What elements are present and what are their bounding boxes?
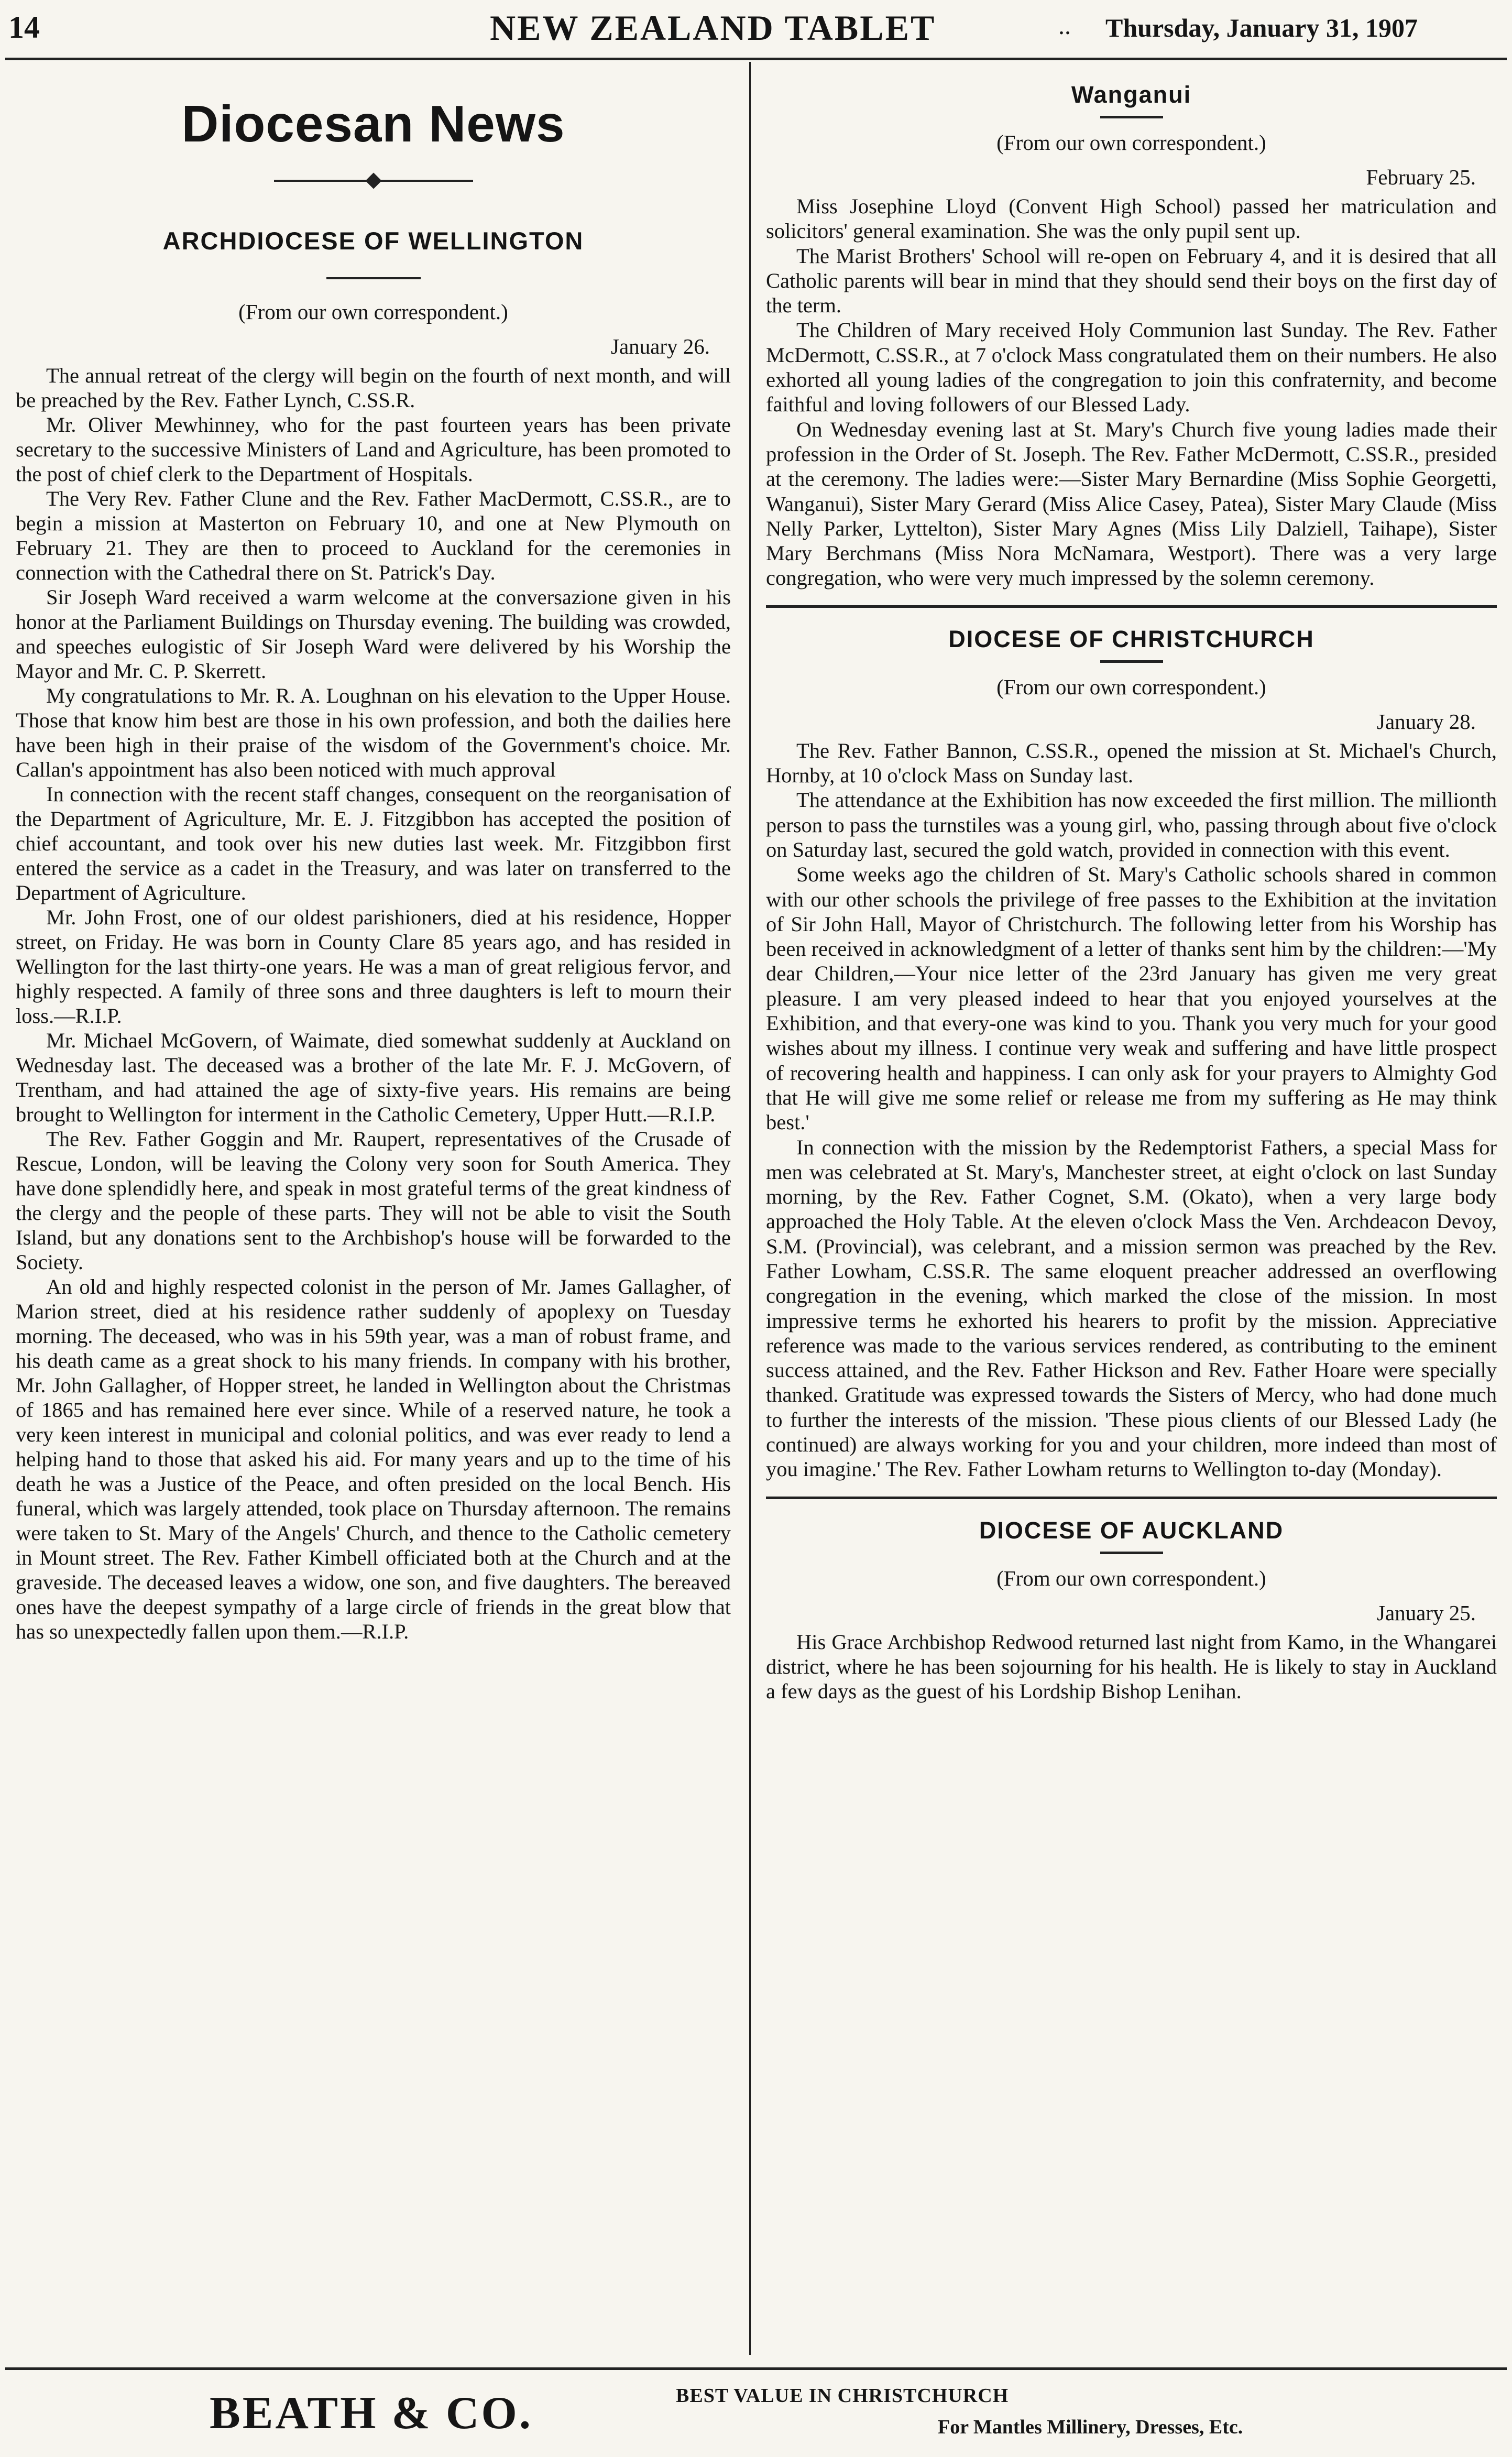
paragraph: Mr. Oliver Mewhinney, who for the past fourteen years has been private secretary to the successive Ministers of Land and Agriculture, has been promoted to the post of chief clerk to the Department of Hospitals. bbox=[16, 413, 731, 486]
paragraph: On Wednesday evening last at St. Mary's Church five young ladies made their profession in the Order of St. Joseph. The Rev. Father McDermott, C.SS.R., presided at the ceremony. The ladies were:—Sister Mary Bernardine (Miss Sophie Georgetti, Wanganui), Sister Mary Gerard (Miss Alice Casey, Patea), Sister Mary Claude (Miss Nelly Parker, Lyttelton), Sister Mary Agnes (Miss Lily Dalziell, Taihape), Sister Mary Berchmans (Miss Nora McNamara, Westport). There was a very large congregation, who were very much impressed by the solemn ceremony. bbox=[766, 417, 1497, 590]
paragraph: My congratulations to Mr. R. A. Loughnan on his elevation to the Upper House. Those that know him best are those in his own profession, and both the dailies here have been high in their praise of the wisdom of the Government's choice. Mr. Callan's appointment has also been noticed with much approval bbox=[16, 684, 731, 781]
heading-bar bbox=[1100, 660, 1163, 663]
section-rule bbox=[766, 1497, 1497, 1499]
dateline: January 25. bbox=[1376, 1600, 1476, 1625]
section-heading-wellington: ARCHDIOCESE OF WELLINGTON bbox=[162, 227, 584, 255]
advert-tagline: BEST VALUE IN CHRISTCHURCH bbox=[676, 2385, 1009, 2407]
top-rule bbox=[5, 58, 1507, 60]
paragraph: His Grace Archbishop Redwood returned last night from Kamo, in the Whangarei district, where he has been sojourning for his health. He is likely to stay in Auckland a few days as the guest of his Lordship Bishop Lenihan. bbox=[766, 1630, 1497, 1703]
paragraph: An old and highly respected colonist in the person of Mr. James Gallagher, of Marion street, died at his residence rather suddenly of apoplexy on Tuesday morning. The deceased, who was in his 59th year, was a man of robust frame, and his death came as a great shock to his many friends. In company with his brother, Mr. John Gallagher, of Hopper street, he landed in Wellington about the Christmas of 1865 and has remained here ever since. While of a reserved nature, he took a very keen interest in municipal and colonial politics, and was ever ready to lend a helping hand to those that asked his aid. For many years and up to the time of his death he was a Justice of the Peace, and often presided on the local Bench. His funeral, which was largely attended, took place on Thursday afternoon. The remains were taken to St. Mary of the Angels' Church, and thence to the Catholic cemetery in Mount street. The Rev. Father Kimbell officiated both at the Church and at the graveside. The deceased leaves a widow, one son, and five daughters. The bereaved ones have the deepest sympathy of a large circle of friends in the great blow that has so unexpectedly fallen upon them.—R.I.P. bbox=[16, 1275, 731, 1643]
section-rule bbox=[766, 605, 1497, 608]
article-body-wellington bbox=[16, 363, 731, 1644]
correspondent-line: (From our own correspondent.) bbox=[996, 130, 1266, 155]
bottom-rule bbox=[5, 2367, 1507, 2370]
correspondent-line: (From our own correspondent.) bbox=[238, 300, 508, 324]
paragraph: Sir Joseph Ward received a warm welcome at the conversazione given in his honor at the Parliament Buildings on Thursday evening. The building was crowded, and speeches eulogistic of Sir Joseph Ward were delivered by his Worship the Mayor and Mr. C. P. Skerrett. bbox=[16, 585, 731, 683]
paragraph: Miss Josephine Lloyd (Convent High School) passed her matriculation and solicitors' general examination. She was the only pupil sent up. bbox=[766, 194, 1497, 243]
advert-brand: BEATH & CO. bbox=[210, 2388, 533, 2439]
page-title: Diocesan News bbox=[181, 95, 565, 152]
dateline: January 28. bbox=[1376, 709, 1476, 734]
heading-bar bbox=[1100, 116, 1163, 118]
paragraph: In connection with the mission by the Redemptorist Fathers, a special Mass for men was celebrated at St. Mary's, Manchester street, at eight o'clock on last Sunday morning, by the Rev. Father Cognet, S.M. (Okato), when a very large body approached the Holy Table. At the eleven o'clock Mass the Ven. Archdeacon Devoy, S.M. (Provincial), was celebrant, and a mission sermon was preached by the Rev. Father Lowham, C.SS.R. The same eloquent preacher addressed an overflowing congregation in the evening, which marked the close of the mission. In most impressive terms he exhorted his hearers to profit by the mission. Appreciative reference was made to the various services rendered, as contributing to the eminent success attained, and the Rev. Father Hickson and Rev. Father Hoare were specially thanked. Gratitude was expressed towards the Sisters of Mercy, who had done much to further the interests of the mission. 'These pious clients of our Blessed Lady (he continued) are always working for you and your children, more indeed than most of you imagine.' The Rev. Father Lowham returns to Wellington to-day (Monday). bbox=[766, 1135, 1497, 1481]
article-body-wanganui bbox=[766, 194, 1497, 591]
right-column bbox=[766, 65, 1497, 2361]
article-body-christchurch bbox=[766, 738, 1497, 1482]
section-heading-wanganui: Wanganui bbox=[1071, 81, 1192, 108]
page-number: 14 bbox=[8, 10, 40, 45]
diamond-ornament bbox=[365, 172, 381, 189]
running-head bbox=[0, 7, 1512, 52]
section-heading-auckland: DIOCESE OF AUCKLAND bbox=[979, 1516, 1284, 1544]
dateline: January 26. bbox=[610, 334, 710, 358]
ornament-rule bbox=[274, 180, 473, 182]
paragraph: In connection with the recent staff changes, consequent on the reorganisation of the Department of Agriculture, Mr. E. J. Fitzgibbon has accepted the position of chief accountant, and took over his new duties last week. Mr. Fitzgibbon first entered the service as a cadet in the Treasury, and was later on transferred to the Department of Agriculture. bbox=[16, 782, 731, 904]
paragraph: The Rev. Father Goggin and Mr. Raupert, representatives of the Crusade of Rescue, London, will be leaving the Colony very soon for South America. They have done splendidly here, and speak in most grateful terms of the great kindness of the clergy and the people of these parts. They will not be able to visit the South Island, but any donations sent to the Archbishop's house will be forwarded to the Society. bbox=[16, 1127, 731, 1274]
paragraph: Mr. John Frost, one of our oldest parishioners, died at his residence, Hopper street, on Friday. He was born in County Clare 85 years ago, and has resided in Wellington for the last thirty-one years. He was a man of great religious fervor, and highly respected. A family of three sons and three daughters is left to mourn their loss.—R.I.P. bbox=[16, 905, 731, 1028]
paragraph: The Marist Brothers' School will re-open on February 4, and it is desired that all Catholic parents will bear in mind that they should send their boys on the first day of the term. bbox=[766, 244, 1497, 318]
correspondent-line: (From our own correspondent.) bbox=[996, 1566, 1266, 1590]
masthead: NEW ZEALAND TABLET bbox=[490, 8, 936, 48]
correspondent-line: (From our own correspondent.) bbox=[996, 674, 1266, 699]
advert-products: For Mantles Millinery, Dresses, Etc. bbox=[938, 2416, 1243, 2438]
section-heading-christchurch: DIOCESE OF CHRISTCHURCH bbox=[948, 625, 1314, 652]
article-body-auckland bbox=[766, 1630, 1497, 1704]
paragraph: The Children of Mary received Holy Communion last Sunday. The Rev. Father McDermott, C.SS.R., at 7 o'clock Mass congratulated them on their numbers. He also exhorted all young ladies of the congregation to join this confraternity, and become faithful and loving followers of our Blessed Lady. bbox=[766, 318, 1497, 417]
paragraph: The Rev. Father Bannon, C.SS.R., opened the mission at St. Michael's Church, Hornby, at 10 o'clock Mass on Sunday last. bbox=[766, 738, 1497, 788]
paragraph: The Very Rev. Father Clune and the Rev. Father MacDermott, C.SS.R., are to begin a mission at Masterton on February 10, and one at New Plymouth on February 21. They are then to proceed to Auckland for the ceremonies in connection with the Cathedral there on St. Patrick's Day. bbox=[16, 487, 731, 584]
paragraph: The annual retreat of the clergy will begin on the fourth of next month, and will be preached by the Rev. Father Lynch, C.SS.R. bbox=[16, 364, 731, 412]
paragraph: Mr. Michael McGovern, of Waimate, died somewhat suddenly at Auckland on Wednesday last. The deceased was a brother of the late Mr. F. J. McGovern, of Trentham, and had attained the age of sixty-five years. His remains are being brought to Wellington for interment in the Catholic Cemetery, Upper Hutt.—R.I.P. bbox=[16, 1029, 731, 1126]
paragraph: Some weeks ago the children of St. Mary's Catholic schools shared in common with our other schools the privilege of free passes to the Exhibition at the invitation of Sir John Hall, Mayor of Christchurch. The following letter from his Worship has been received in acknowledgment of a letter of thanks sent him by the children:—'My dear Children,—Your nice letter of the 23rd January has given me very great pleasure. I am very pleased indeed to hear that you enjoyed yourselves at the Exhibition, and that every-one was kind to you. Thank you very much for your good wishes about my illness. I continue very weak and suffering and have little prospect of recovering health and happiness. I can only ask for your prayers to Almighty God that He will give me some relief or release me from my suffering as He may think best.' bbox=[766, 862, 1497, 1134]
heading-bar bbox=[1100, 1552, 1163, 1554]
left-column bbox=[16, 65, 731, 2361]
paragraph: The attendance at the Exhibition has now exceeded the first million. The millionth person to pass the turnstiles was a young girl, who, passing through about five o'clock on Saturday last, secured the gold watch, provided in connection with this event. bbox=[766, 788, 1497, 861]
column-rule bbox=[749, 62, 751, 2355]
issue-date: Thursday, January 31, 1907 bbox=[1105, 13, 1418, 42]
short-rule bbox=[326, 277, 421, 279]
dateline: February 25. bbox=[1366, 165, 1476, 189]
header-separator: .. bbox=[1058, 12, 1071, 40]
